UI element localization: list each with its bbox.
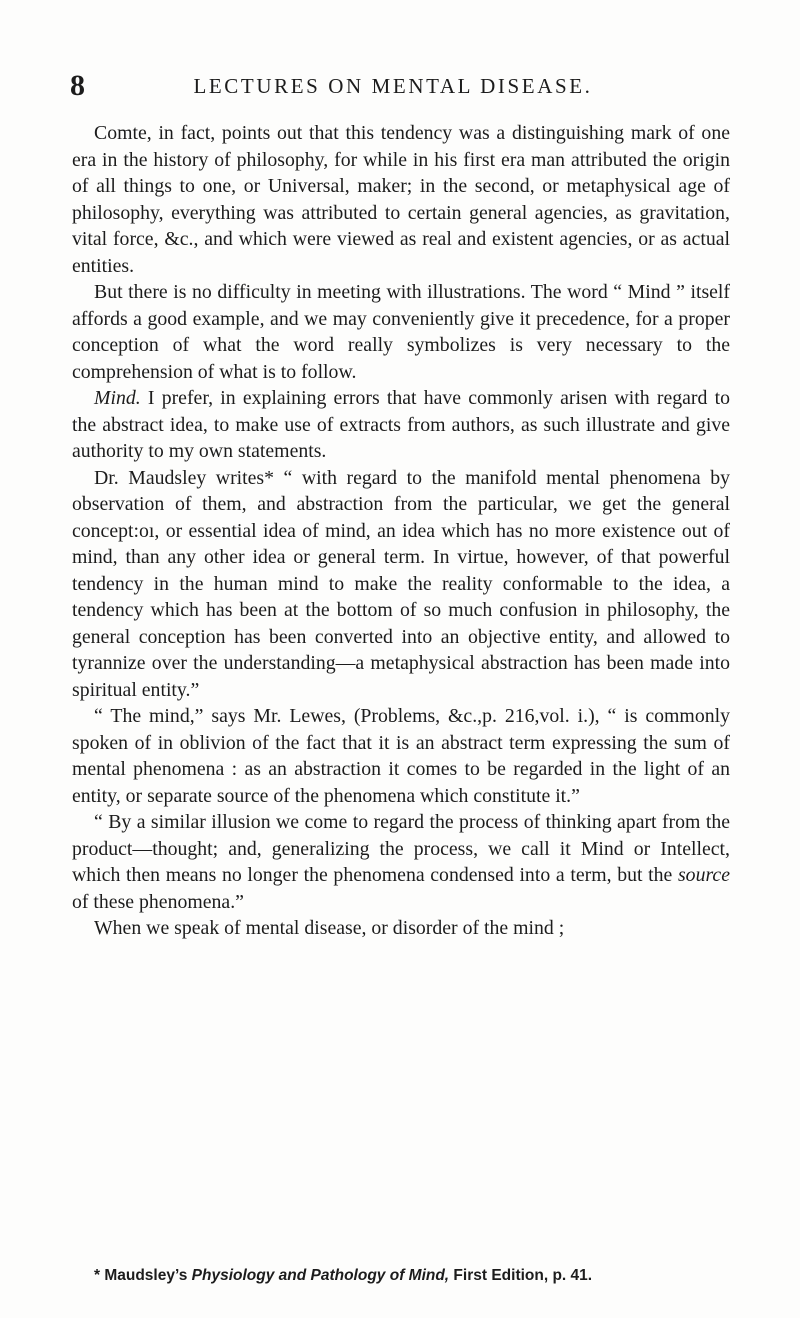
footnote-edition: First Edition, p. 41. [449, 1267, 593, 1284]
source-emphasis: source [677, 864, 730, 886]
body-text [72, 120, 730, 942]
footnote-marker: * [94, 1267, 105, 1284]
running-title: LECTURES ON MENTAL DISEASE. [193, 74, 593, 98]
illusion-text-before: “ By a similar illusion we come to regard the process of thinking apart from the product—thought; and, generalizing the process, we call it Mind or Intellect, which then means no longer the phenomena condensed into a term, but the [72, 811, 730, 886]
paragraph-comte: Comte, in fact, points out that this tendency was a distinguishing mark of one era in the history of philosophy, for while in his first era man attributed the origin of all things to one, or Universal, maker; in the second, or metaphysical age of philosophy, everything was attributed to certain general agencies, as gravitation, vital force, &c., and which were viewed as real and existent agencies, or as actual entities. [72, 122, 730, 277]
illusion-text-after: of these phenomena.” [72, 890, 244, 913]
mind-heading: Mind. [94, 387, 141, 409]
footnote-title: Physiology and Pathology of Mind, [191, 1267, 450, 1284]
quote-maudsley: Dr. Maudsley writes* “ with regard to the manifold mental phenomena by observation of them, and abstraction from the particular, we get the general concept:oı, or essential idea of mind, an idea which has no more existence out of mind, than any other idea or general term. In virtue, however, of that powerful tendency in the human mind to make the reality conformable to the idea, a tendency which has been at the bottom of so much confusion in philosophy, the general conception has been converted into an objective entity, and allowed to tyrannize over the understanding—a metaphysical abstraction has been made into spiritual entity.” [72, 466, 730, 701]
paragraph-mind [72, 385, 730, 465]
paragraph-illustrations: But there is no difficulty in meeting with illustrations. The word “ Mind ” itself affords a good example, and we may conveniently give it precedence, for a proper conception of what the word really symbolizes is very necessary to the comprehension of what is to follow. [72, 281, 730, 383]
mind-paragraph-text: I prefer, in explaining errors that have commonly arisen with regard to the abstract idea, to make use of extracts from authors, as such illustrate and give authority to my own statements. [72, 387, 730, 462]
quote-lewes: “ The mind,” says Mr. Lewes, (Problems, &c.,p. 216,vol. i.), “ is commonly spoken of in oblivion of the fact that it is an abstract term expressing the sum of mental phenomena : as an abstraction it comes to be regarded in the light of an entity, or separate source of the phenomena which constitute it.” [72, 705, 730, 807]
page-number: 8 [70, 69, 85, 102]
paragraph-illusion [72, 809, 730, 915]
footnote [94, 1266, 734, 1286]
page-header [70, 66, 730, 106]
footnote-author: Maudsley’s [104, 1267, 192, 1284]
closing-line: When we speak of mental disease, or disorder of the mind ; [94, 917, 565, 939]
